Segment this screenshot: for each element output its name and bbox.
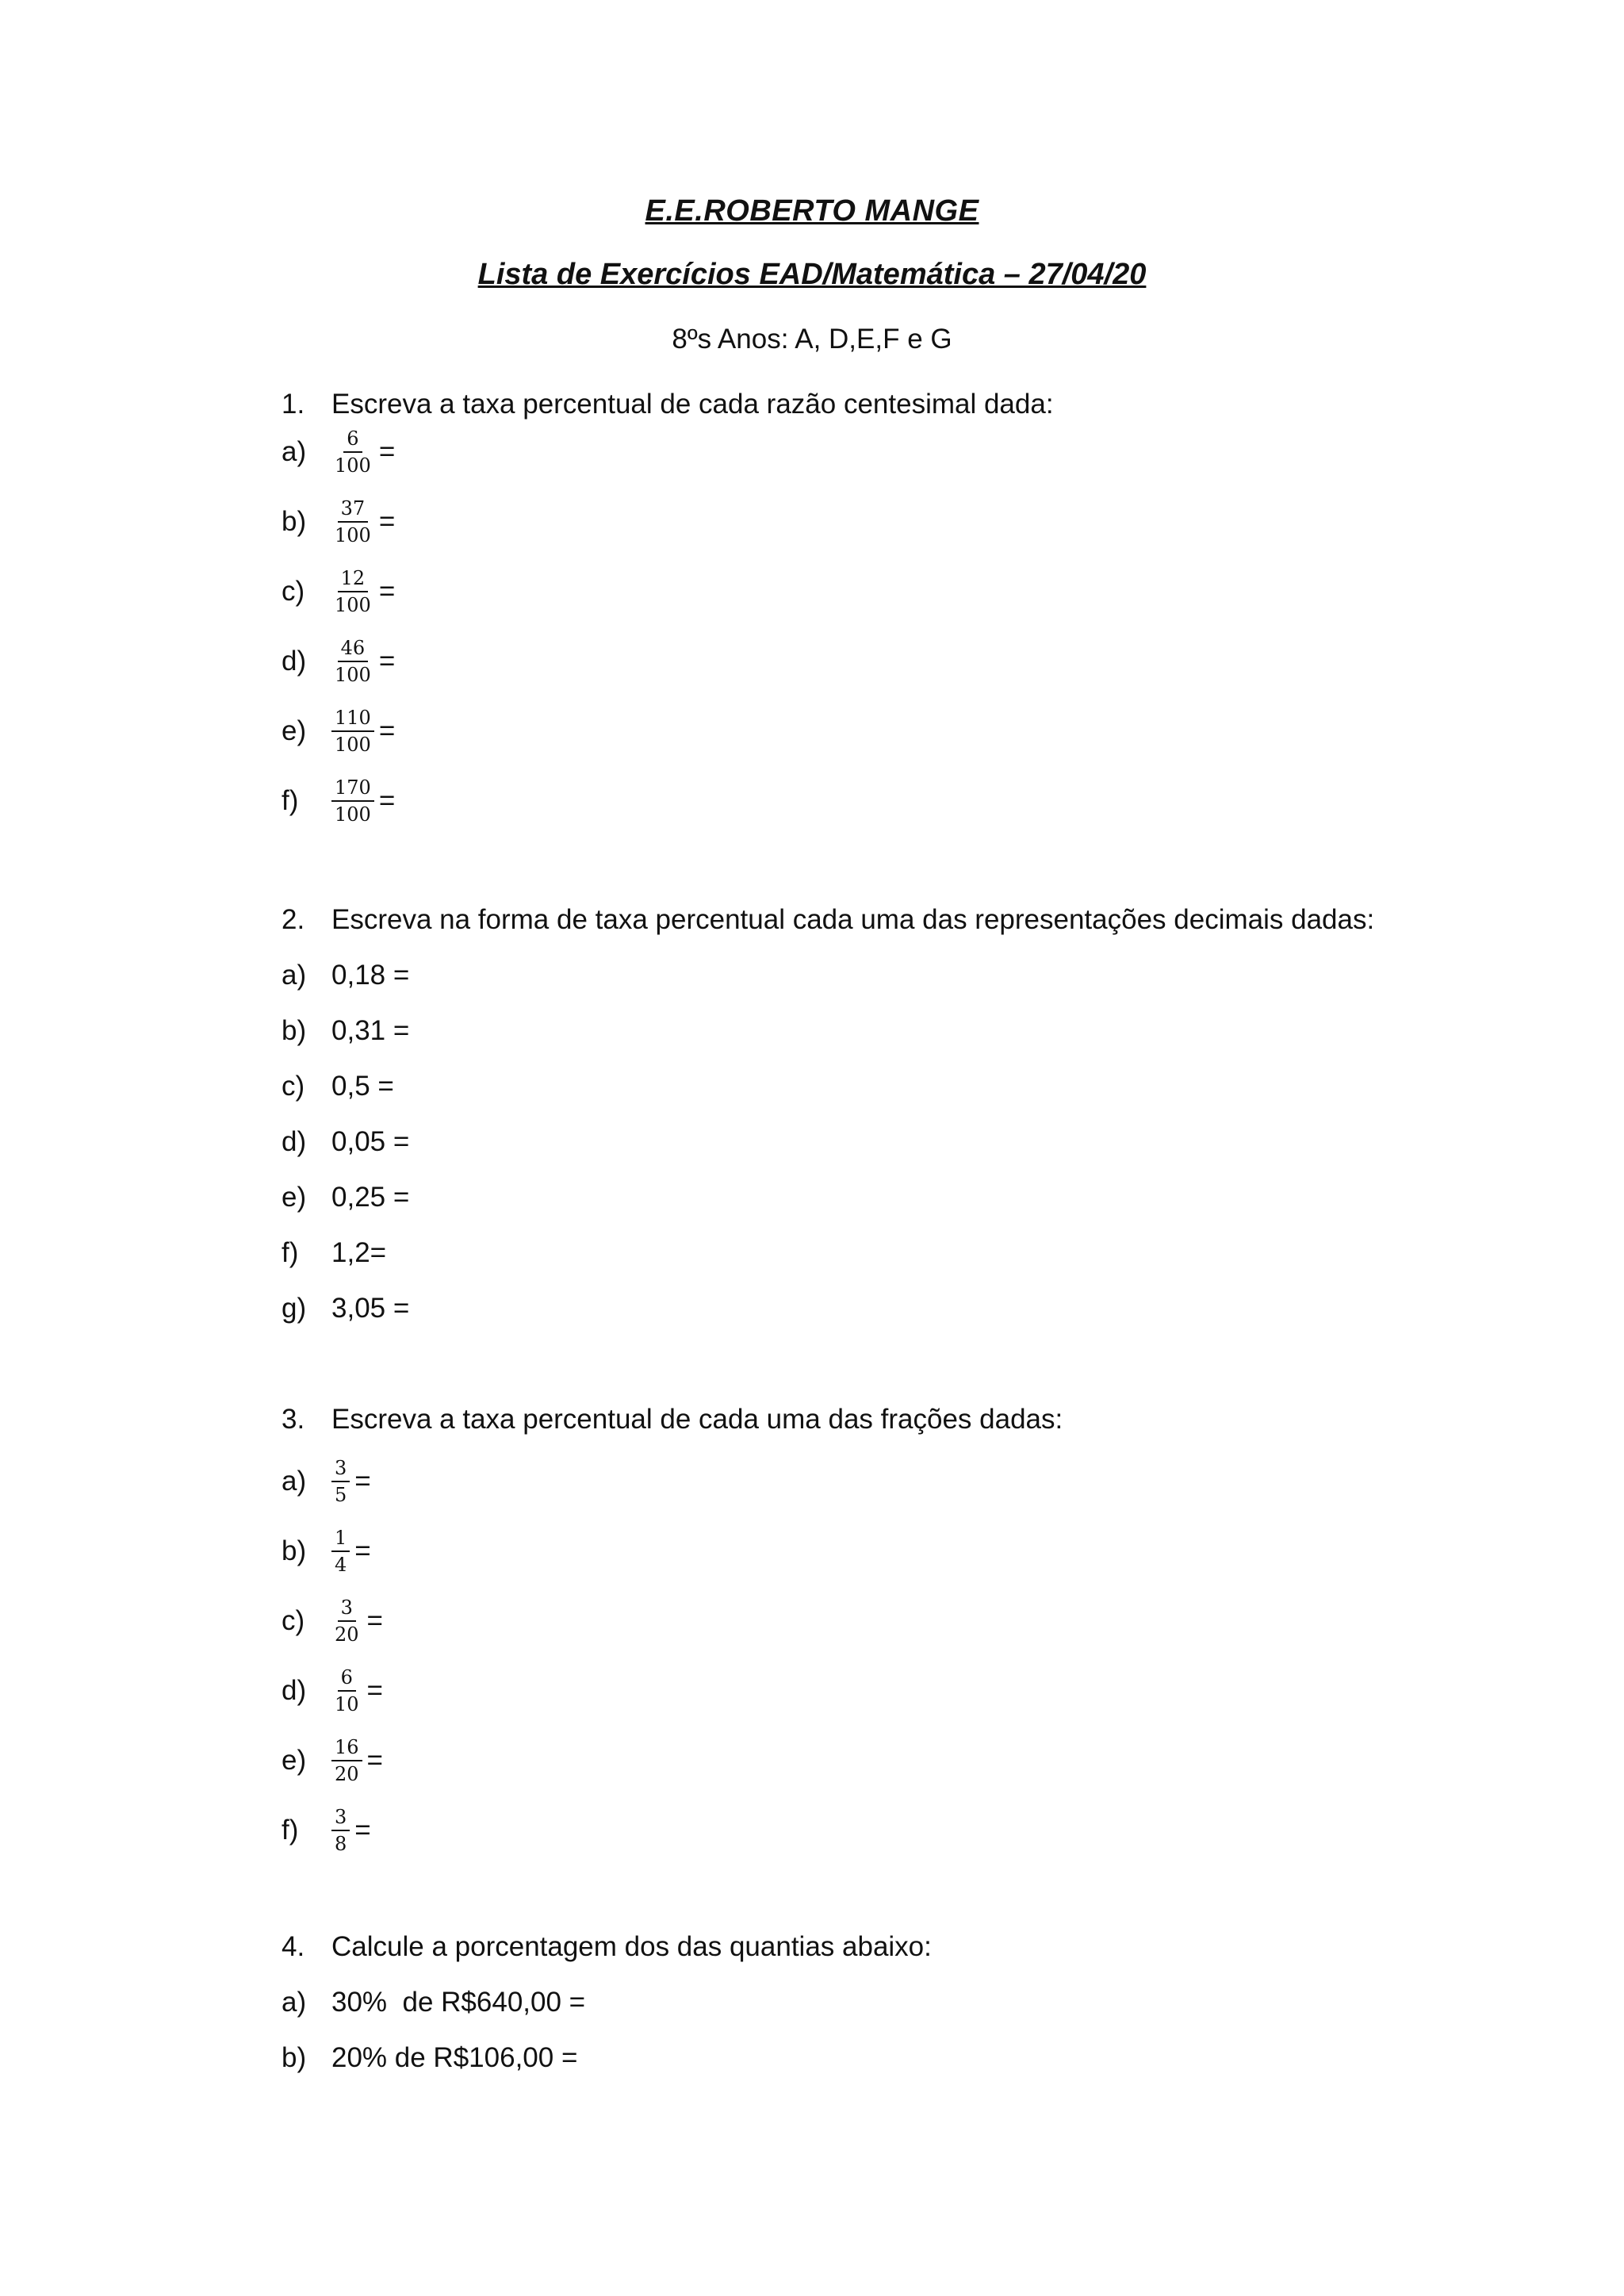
equals-sign: = bbox=[354, 1466, 371, 1497]
numerator: 110 bbox=[331, 707, 374, 732]
question-text: Calcule a porcentagem dos das quantias abaixo: bbox=[331, 1931, 932, 1962]
question-2-title bbox=[282, 904, 1374, 936]
fraction bbox=[331, 1667, 362, 1715]
q1-item-f bbox=[282, 777, 395, 826]
denominator: 100 bbox=[335, 594, 371, 617]
item-expression: 1,2= bbox=[331, 1237, 387, 1268]
question-text: Escreva a taxa percentual de cada uma das frações dadas: bbox=[331, 1404, 1063, 1435]
item-expression: 0,05 = bbox=[331, 1126, 410, 1157]
equals-sign: = bbox=[354, 1815, 371, 1846]
equals-sign: = bbox=[354, 1535, 371, 1567]
fraction bbox=[331, 498, 374, 546]
item-letter: c) bbox=[282, 576, 305, 608]
fraction bbox=[331, 777, 374, 826]
denominator: 100 bbox=[335, 524, 371, 547]
q2-item-f bbox=[282, 1237, 386, 1269]
item-letter: e) bbox=[282, 1182, 307, 1213]
item-letter: g) bbox=[282, 1293, 307, 1324]
question-text: Escreva na forma de taxa percentual cada uma das representações decimais dadas: bbox=[331, 904, 1375, 935]
equals-sign: = bbox=[378, 506, 396, 538]
class-list: 8ºs Anos: A, D,E,F e G bbox=[672, 324, 952, 355]
numerator: 3 bbox=[338, 1597, 356, 1622]
question-number: 3. bbox=[282, 1404, 305, 1435]
item-letter: a) bbox=[282, 960, 307, 991]
fraction bbox=[331, 1458, 350, 1506]
q2-item-e bbox=[282, 1182, 409, 1213]
q2-item-g bbox=[282, 1293, 409, 1324]
school-name: E.E.ROBERTO MANGE bbox=[645, 194, 979, 228]
numerator: 12 bbox=[338, 568, 369, 592]
question-1-title bbox=[282, 389, 1054, 420]
q3-item-b bbox=[282, 1527, 371, 1576]
denominator: 20 bbox=[335, 1623, 359, 1646]
item-letter: c) bbox=[282, 1605, 305, 1637]
item-letter: e) bbox=[282, 1745, 307, 1777]
equals-sign: = bbox=[366, 1675, 383, 1707]
equals-sign: = bbox=[378, 715, 396, 747]
item-expression: 0,18 = bbox=[331, 960, 410, 991]
q3-item-d bbox=[282, 1667, 383, 1715]
document-subtitle: Lista de Exercícios EAD/Matemática – 27/04/20 bbox=[477, 258, 1147, 291]
numerator: 170 bbox=[331, 777, 374, 802]
fraction bbox=[331, 568, 374, 616]
denominator: 20 bbox=[335, 1763, 359, 1786]
item-expression: 3,05 = bbox=[331, 1293, 410, 1324]
item-letter: c) bbox=[282, 1071, 305, 1102]
q1-item-b bbox=[282, 498, 395, 546]
fraction bbox=[331, 1527, 350, 1576]
item-letter: b) bbox=[282, 2042, 307, 2073]
fraction bbox=[331, 707, 374, 756]
denominator: 100 bbox=[335, 454, 371, 477]
denominator: 8 bbox=[335, 1833, 347, 1856]
item-expression: 0,31 = bbox=[331, 1015, 410, 1046]
question-number: 1. bbox=[282, 389, 305, 420]
equals-sign: = bbox=[366, 1745, 383, 1777]
q2-item-b bbox=[282, 1015, 409, 1047]
q1-item-d bbox=[282, 638, 395, 686]
equals-sign: = bbox=[378, 436, 396, 468]
numerator: 6 bbox=[343, 428, 362, 453]
q1-item-e bbox=[282, 707, 395, 756]
equals-sign: = bbox=[378, 785, 396, 817]
fraction bbox=[331, 428, 374, 477]
fraction bbox=[331, 1597, 362, 1646]
equals-sign: = bbox=[378, 646, 396, 677]
item-expression: 0,5 = bbox=[331, 1071, 394, 1102]
equals-sign: = bbox=[366, 1605, 383, 1637]
denominator: 5 bbox=[335, 1484, 347, 1507]
numerator: 3 bbox=[331, 1807, 350, 1831]
fraction bbox=[331, 638, 374, 686]
item-letter: b) bbox=[282, 1015, 307, 1046]
numerator: 46 bbox=[338, 638, 369, 662]
fraction bbox=[331, 1807, 350, 1855]
q3-item-c bbox=[282, 1597, 383, 1646]
item-letter: a) bbox=[282, 1466, 307, 1497]
q3-item-e bbox=[282, 1737, 383, 1785]
item-letter: d) bbox=[282, 1675, 307, 1707]
denominator: 10 bbox=[335, 1693, 359, 1716]
item-letter: f) bbox=[282, 1237, 299, 1268]
question-4-title bbox=[282, 1931, 932, 1963]
denominator: 100 bbox=[335, 664, 371, 687]
denominator: 4 bbox=[335, 1554, 347, 1577]
denominator: 100 bbox=[335, 803, 371, 826]
item-expression: 30% de R$640,00 = bbox=[331, 1987, 586, 2018]
item-letter: d) bbox=[282, 1126, 307, 1157]
q3-item-f bbox=[282, 1807, 371, 1855]
item-expression: 0,25 = bbox=[331, 1182, 410, 1213]
numerator: 3 bbox=[331, 1458, 350, 1482]
question-number: 2. bbox=[282, 904, 305, 935]
q3-item-a bbox=[282, 1458, 371, 1506]
numerator: 6 bbox=[338, 1667, 356, 1692]
item-letter: f) bbox=[282, 1815, 299, 1846]
q2-item-d bbox=[282, 1126, 409, 1158]
question-text: Escreva a taxa percentual de cada razão centesimal dada: bbox=[331, 389, 1054, 420]
equals-sign: = bbox=[378, 576, 396, 608]
numerator: 16 bbox=[331, 1737, 362, 1761]
question-3-title bbox=[282, 1404, 1063, 1435]
item-expression: 20% de R$106,00 = bbox=[331, 2042, 578, 2073]
numerator: 37 bbox=[338, 498, 369, 523]
q2-item-c bbox=[282, 1071, 394, 1102]
item-letter: f) bbox=[282, 785, 299, 817]
q2-item-a bbox=[282, 960, 409, 991]
denominator: 100 bbox=[335, 734, 371, 757]
item-letter: d) bbox=[282, 646, 307, 677]
q4-item-a bbox=[282, 1987, 585, 2018]
fraction bbox=[331, 1737, 362, 1785]
q4-item-b bbox=[282, 2042, 577, 2074]
item-letter: e) bbox=[282, 715, 307, 747]
q1-item-c bbox=[282, 568, 395, 616]
item-letter: b) bbox=[282, 1535, 307, 1567]
question-number: 4. bbox=[282, 1931, 305, 1962]
q1-item-a bbox=[282, 428, 395, 477]
item-letter: a) bbox=[282, 1987, 307, 2018]
item-letter: b) bbox=[282, 506, 307, 538]
item-letter: a) bbox=[282, 436, 307, 468]
numerator: 1 bbox=[331, 1527, 350, 1552]
